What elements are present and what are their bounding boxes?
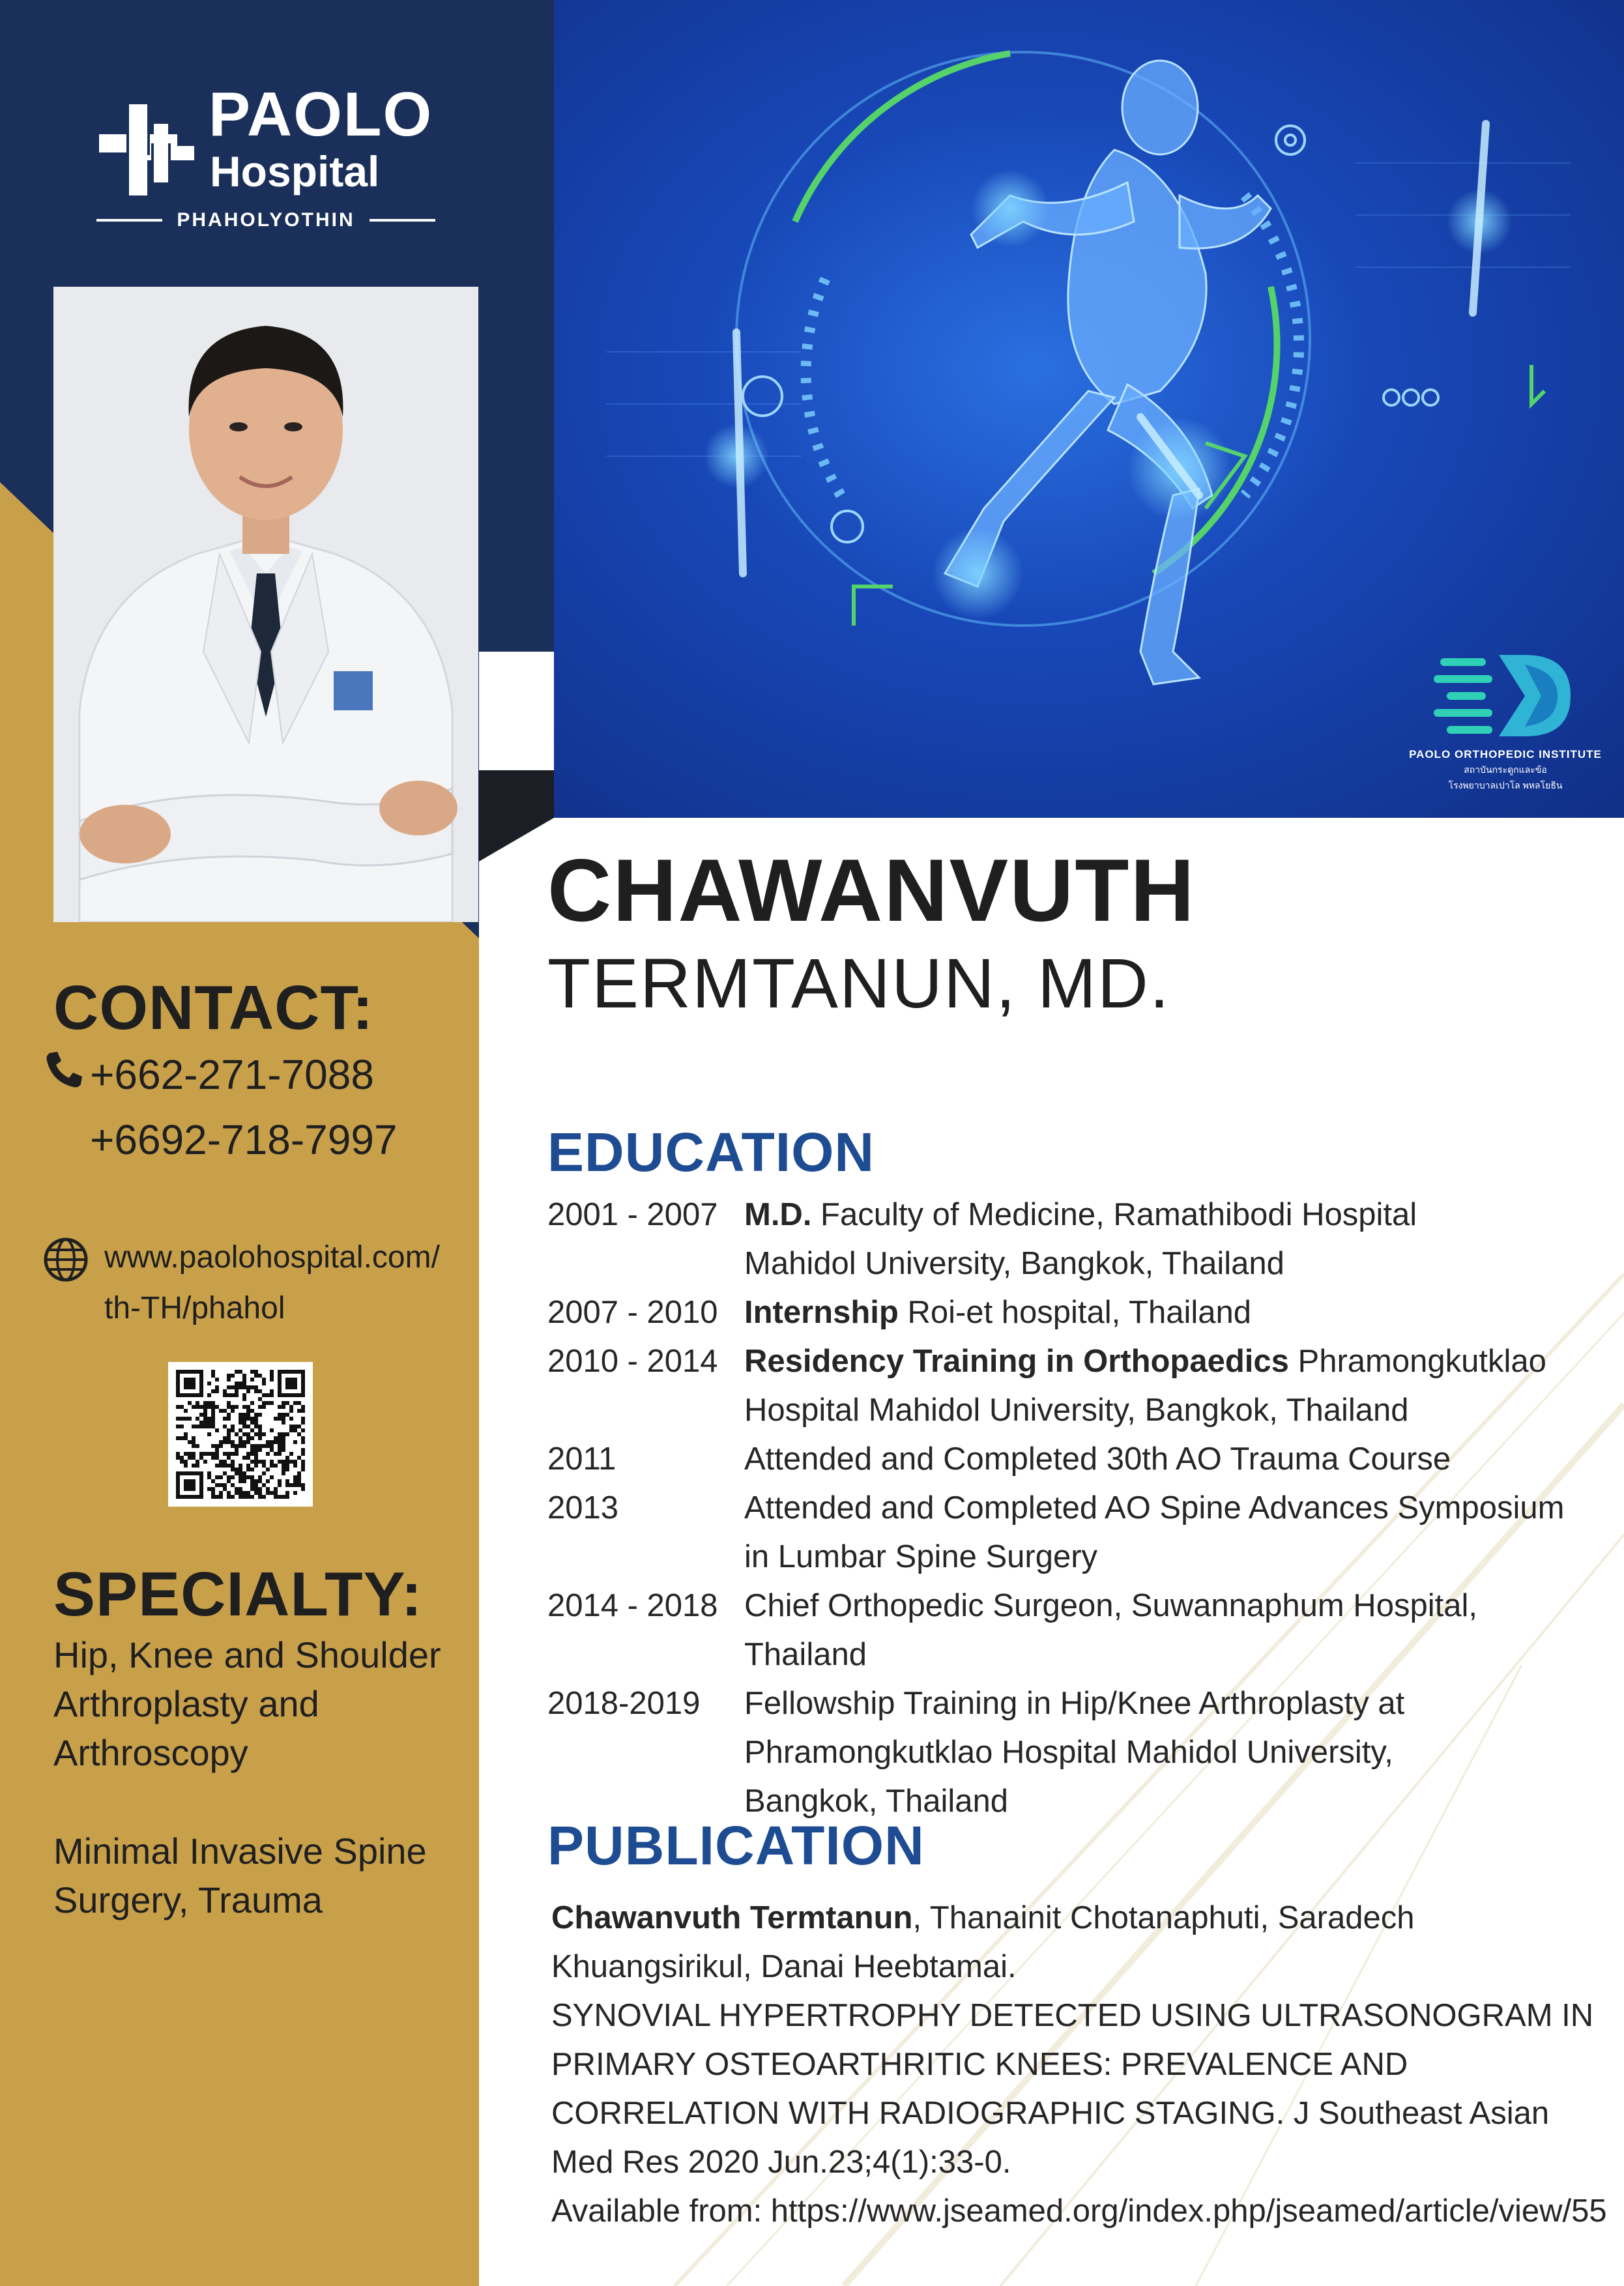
education-heading: EDUCATION	[547, 1121, 875, 1183]
education-row	[547, 1337, 1603, 1386]
education-description-text: Mahidol University, Bangkok, Thailand	[744, 1246, 1284, 1281]
website-link-line-1[interactable]: www.paolohospital.com/	[104, 1240, 440, 1275]
education-year: 2014 - 2018	[547, 1588, 718, 1623]
website-link-line-2[interactable]: th-TH/phahol	[104, 1291, 285, 1325]
education-row	[547, 1386, 1603, 1435]
education-description-bold: Internship	[744, 1295, 899, 1330]
doctor-last-name: TERMTANUN, MD.	[547, 944, 1170, 1022]
logo-subtitle: Hospital	[210, 147, 380, 195]
education-year: 2013	[547, 1490, 619, 1526]
phone-number-1[interactable]: +662-271-7088	[90, 1051, 374, 1098]
specialty-item-2: Minimal Invasive Spine Surgery, Trauma	[53, 1830, 427, 1920]
education-description-text: Hospital Mahidol University, Bangkok, Thailand	[744, 1393, 1409, 1428]
cross-icon	[96, 98, 201, 202]
hospital-logo	[96, 80, 435, 233]
doctor-photo	[53, 287, 478, 922]
institute-icon	[1427, 645, 1584, 743]
education-description	[744, 1239, 1603, 1288]
education-description-text: Faculty of Medicine, Ramathibodi Hospital	[811, 1197, 1417, 1232]
education-row	[547, 1288, 1603, 1337]
education-list	[547, 1191, 1603, 1826]
education-row	[547, 1435, 1603, 1484]
logo-name: PAOLO	[209, 80, 433, 149]
education-year: 2018-2019	[547, 1686, 701, 1721]
education-row	[547, 1191, 1603, 1239]
education-row	[547, 1679, 1603, 1728]
specialty-heading: SPECIALTY:	[53, 1559, 423, 1629]
education-description	[744, 1533, 1603, 1582]
education-description	[744, 1679, 1603, 1728]
publication-heading: PUBLICATION	[547, 1815, 925, 1876]
education-description-text: Phramongkutklao	[1288, 1344, 1546, 1379]
globe-icon	[43, 1237, 89, 1282]
publication-author-bold: Chawanvuth Termtanun	[551, 1900, 913, 1935]
institute-logo	[1408, 645, 1603, 795]
qr-code[interactable]	[168, 1362, 313, 1507]
specialty-item-1: Hip, Knee and Shoulder Arthroplasty and Arthroscopy	[53, 1634, 441, 1773]
phone-number-2[interactable]: +6692-718-7997	[90, 1116, 398, 1163]
contact-heading: CONTACT:	[53, 973, 374, 1043]
education-description-text: Phramongkutklao Hospital Mahidol University,	[744, 1735, 1393, 1770]
education-row	[547, 1728, 1603, 1777]
institute-thai-line-1: สถาบันกระดูกและข้อ	[1464, 764, 1547, 775]
education-year	[547, 1239, 744, 1288]
publication-title: SYNOVIAL HYPERTROPHY DETECTED USING ULTRASONOGRAM IN PRIMARY OSTEOARTHRITIC KNEES: PREVALENCE AND CORRELATION WITH RADIOGRAPHIC STAGING. J Southeast Asian Med Res 2020 Jun.23;4(1):33-0.	[551, 1998, 1594, 2180]
education-row	[547, 1582, 1603, 1679]
education-description	[744, 1728, 1603, 1777]
education-description-bold: Residency Training in Orthopaedics	[744, 1344, 1289, 1379]
education-year: 2001 - 2007	[547, 1197, 718, 1232]
institute-thai-line-2: โรงพยาบาลเปาโล พหลโยธิน	[1448, 780, 1563, 790]
logo-rule-left	[96, 219, 162, 222]
phone-icon	[43, 1049, 85, 1091]
education-year	[547, 1533, 744, 1582]
education-year: 2011	[547, 1441, 616, 1477]
education-description-text: Fellowship Training in Hip/Knee Arthroplasty at	[744, 1686, 1405, 1721]
education-row	[547, 1239, 1603, 1288]
qr-code-pattern	[176, 1370, 305, 1499]
education-description-text: Bangkok, Thailand	[744, 1784, 1008, 1819]
education-row	[547, 1533, 1603, 1582]
education-row	[547, 1484, 1603, 1533]
education-year	[547, 1728, 744, 1777]
education-description	[744, 1484, 1603, 1533]
publication-authors-rest: , Thanainit Chotanaphuti, Saradech Khuangsirikul, Danai Heebtamai.	[551, 1900, 1415, 1984]
education-description	[744, 1386, 1603, 1435]
institute-name: PAOLO ORTHOPEDIC INSTITUTE	[1409, 748, 1602, 760]
education-year: 2010 - 2014	[547, 1344, 718, 1379]
education-description	[744, 1191, 1603, 1239]
education-description-text: Roi-et hospital, Thailand	[898, 1295, 1251, 1330]
publication-body	[551, 1894, 1607, 2236]
education-description-bold: M.D.	[744, 1197, 812, 1232]
education-year: 2007 - 2010	[547, 1295, 718, 1330]
education-description-text: Attended and Completed AO Spine Advances Symposium	[744, 1490, 1565, 1526]
education-description-text: in Lumbar Spine Surgery	[744, 1539, 1098, 1574]
doctor-first-name: CHAWANVUTH	[547, 841, 1196, 940]
education-description	[744, 1582, 1603, 1679]
logo-branch	[96, 207, 435, 233]
logo-branch-text: PHAHOLYOTHIN	[177, 209, 355, 231]
education-description-text: Attended and Completed 30th AO Trauma Course	[744, 1441, 1451, 1477]
education-year	[547, 1386, 744, 1435]
education-description	[744, 1435, 1603, 1484]
doctor-illustration	[53, 287, 478, 922]
education-description	[744, 1337, 1603, 1386]
education-description	[744, 1288, 1603, 1337]
education-description-text: Chief Orthopedic Surgeon, Suwannaphum Hospital, Thailand	[744, 1588, 1477, 1672]
logo-rule-right	[370, 219, 435, 222]
publication-link[interactable]: Available from: https://www.jseamed.org/index.php/jseamed/article/view/55	[551, 2193, 1607, 2229]
